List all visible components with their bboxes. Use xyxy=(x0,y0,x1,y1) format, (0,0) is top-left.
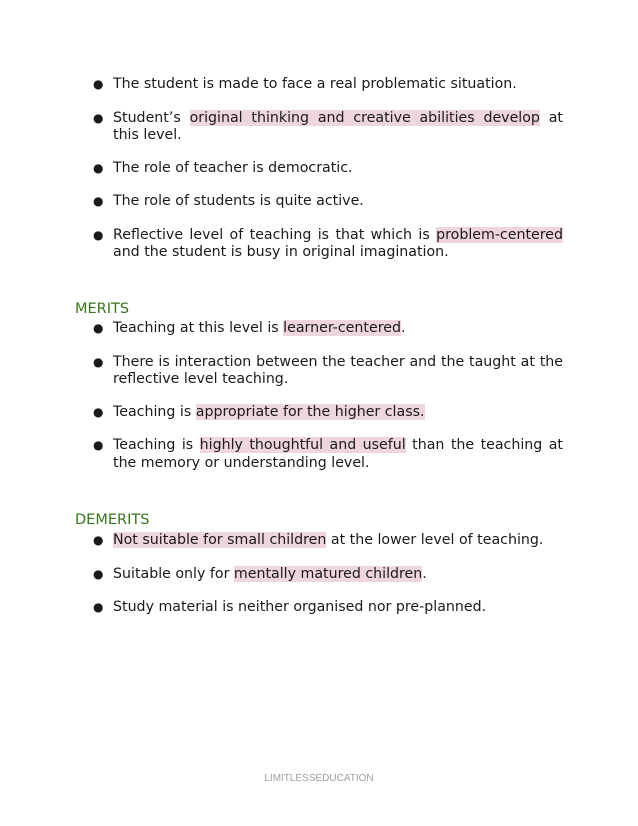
item-text xyxy=(113,227,563,261)
list-item xyxy=(90,320,563,338)
intro-list xyxy=(90,76,563,262)
item-text xyxy=(113,160,353,176)
list-item xyxy=(90,227,563,262)
item-text xyxy=(113,599,486,615)
highlighted-text: highly thoughtful and useful xyxy=(199,437,406,453)
bullet-icon: ● xyxy=(93,404,104,419)
item-text xyxy=(113,320,405,336)
highlighted-text: appropriate for the higher class. xyxy=(195,403,425,420)
text-segment: The student is made to face a real problematic situation. xyxy=(113,76,517,92)
bullet-icon: ● xyxy=(93,354,104,369)
text-segment: than the teaching at the memory or understanding level. xyxy=(113,437,563,471)
item-text xyxy=(113,354,563,388)
text-segment: Study material is neither organised nor pre-planned. xyxy=(113,599,487,615)
text-segment: at the lower level of teaching. xyxy=(326,532,544,548)
bullet-icon: ● xyxy=(93,600,104,614)
list-item xyxy=(90,193,563,211)
list-item xyxy=(90,160,563,178)
bullet-icon: ● xyxy=(93,194,104,208)
text-segment: at this level. xyxy=(113,109,563,143)
item-text xyxy=(113,404,425,420)
bullet-icon: ● xyxy=(93,566,104,581)
highlighted-text: original thinking and creative abilities develop xyxy=(189,109,540,126)
list-item xyxy=(90,437,563,472)
text-segment: Teaching is xyxy=(113,437,200,453)
merits-list xyxy=(90,320,563,472)
merits-heading: MERITS xyxy=(75,301,130,317)
bullet-icon: ● xyxy=(93,438,104,452)
footer-watermark: LIMITLESSEDUCATION xyxy=(264,773,374,784)
list-item xyxy=(90,566,563,584)
demerits-list xyxy=(90,532,563,617)
bullet-icon: ● xyxy=(93,110,104,125)
text-segment: . xyxy=(400,320,406,336)
list-item xyxy=(90,532,563,550)
bullet-icon: ● xyxy=(93,321,104,335)
text-segment: Suitable only for xyxy=(113,565,234,582)
list-item xyxy=(90,354,563,389)
bullet-icon: ● xyxy=(93,533,104,547)
list-item xyxy=(90,76,563,94)
text-segment: Teaching at this level is xyxy=(113,320,284,336)
highlighted-text: mentally matured children xyxy=(233,565,423,582)
item-text xyxy=(113,193,364,209)
item-text xyxy=(113,437,563,471)
bullet-icon: ● xyxy=(93,160,104,175)
text-segment: Student’s xyxy=(113,109,190,126)
bullet-icon: ● xyxy=(93,227,104,242)
item-text xyxy=(113,110,563,144)
text-segment: There is interaction between the teacher and the taught at the reflective level teaching. xyxy=(113,353,563,387)
list-item xyxy=(90,599,563,617)
highlighted-text: problem-centered xyxy=(436,226,563,243)
text-segment: Reflective level of teaching is that which is xyxy=(113,226,437,243)
demerits-heading: DEMERITS xyxy=(75,512,150,528)
item-text xyxy=(113,532,543,548)
bullet-icon: ● xyxy=(93,77,104,91)
list-item xyxy=(90,404,563,422)
highlighted-text: learner-centered xyxy=(283,320,401,336)
text-segment: The role of students is quite active. xyxy=(113,193,364,209)
text-segment: The role of teacher is democratic. xyxy=(113,159,353,176)
item-text xyxy=(113,566,427,582)
item-text xyxy=(113,76,517,92)
text-segment: Teaching is xyxy=(113,403,196,420)
text-segment: . xyxy=(422,565,427,582)
list-item xyxy=(90,110,563,145)
text-segment: and the student is busy in original imagination. xyxy=(113,244,449,260)
highlighted-text: Not suitable for small children xyxy=(113,532,327,548)
